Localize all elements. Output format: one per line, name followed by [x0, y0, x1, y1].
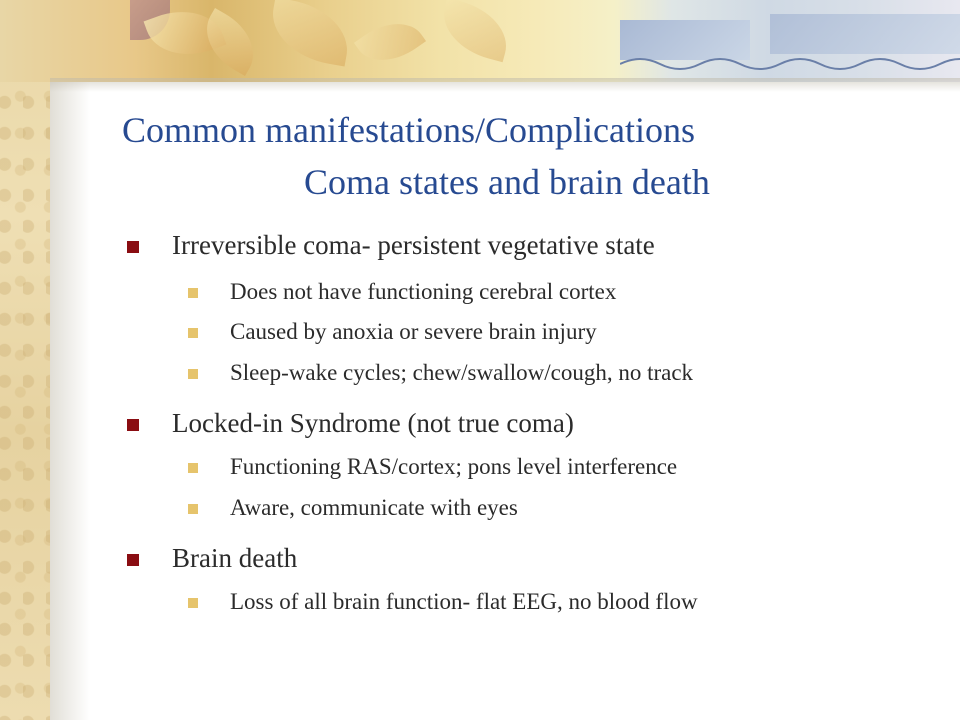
bullet-marker-level2 [188, 288, 198, 298]
banner-blue-block [770, 14, 960, 54]
bullet-marker-level2 [188, 598, 198, 608]
banner-wave-line [620, 52, 960, 76]
bullet-item-level1: Brain death [172, 543, 298, 573]
bullet-marker-level2 [188, 504, 198, 514]
bullet-marker-level2 [188, 328, 198, 338]
bullet-item-level1: Irreversible coma- persistent vegetative state [172, 230, 655, 260]
bullet-item-level2: Caused by anoxia or severe brain injury [230, 319, 597, 344]
leaf-graphic [266, 0, 355, 67]
bullet-item-level2: Functioning RAS/cortex; pons level interference [230, 454, 678, 479]
bullet-item-level2: Sleep-wake cycles; chew/swallow/cough, no track [230, 360, 694, 385]
title-line-1: Common manifestations/Complications [122, 110, 695, 150]
bullet-marker-level1 [127, 419, 139, 431]
bullet-marker-level2 [188, 463, 198, 473]
bullet-marker-level1 [127, 241, 139, 253]
bullet-marker-level2 [188, 369, 198, 379]
bullet-marker-level1 [127, 554, 139, 566]
bullet-item-level2: Aware, communicate with eyes [230, 495, 518, 520]
title-line-2: Coma states and brain death [304, 162, 710, 202]
left-shadow [50, 80, 90, 720]
banner-shadow [50, 78, 960, 92]
bullet-item-level1: Locked-in Syndrome (not true coma) [172, 408, 574, 438]
leaf-graphic [354, 8, 426, 75]
bullet-item-level2: Does not have functioning cerebral cortex [230, 279, 617, 304]
slide-title [122, 104, 902, 208]
bullet-item-level2: Loss of all brain function- flat EEG, no blood flow [230, 589, 698, 614]
top-decorative-banner [0, 0, 960, 82]
left-decorative-strip [0, 0, 50, 720]
leaf-graphic [435, 0, 515, 62]
